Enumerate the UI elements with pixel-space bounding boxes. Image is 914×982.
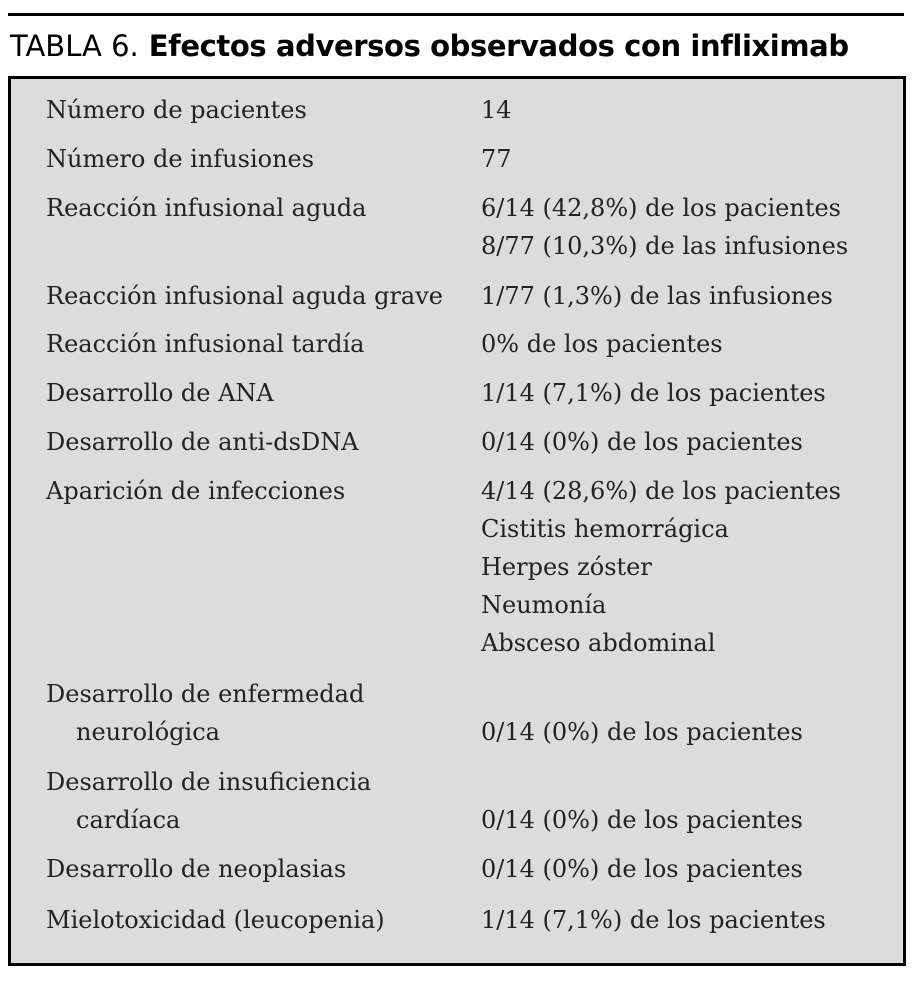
table-row [46, 140, 903, 178]
row-value: 0/14 (0%) de los pacientes [481, 806, 803, 834]
table-row [46, 374, 903, 412]
row-parameter: Desarrollo de anti-dsDNA [46, 428, 359, 456]
row-parameter: cardíaca [76, 806, 181, 834]
table-title [10, 24, 849, 68]
row-parameter: Reacción infusional tardía [46, 330, 365, 358]
table-rows [46, 91, 903, 939]
row-parameter: neurológica [76, 718, 220, 746]
table-row [46, 901, 903, 939]
row-value: 1/14 (7,1%) de los pacientes [481, 906, 826, 934]
row-value: Cistitis hemorrágica [481, 515, 729, 543]
row-parameter: Desarrollo de insuficiencia [46, 768, 372, 796]
row-parameter: Reacción infusional aguda [46, 194, 367, 222]
table-row [46, 472, 903, 662]
row-parameter: Mielotoxicidad (leucopenia) [46, 906, 385, 934]
row-parameter: Aparición de infecciones [46, 477, 346, 505]
table-caption: Efectos adversos observados con infliximab [148, 29, 849, 63]
row-value: 0/14 (0%) de los pacientes [481, 855, 803, 883]
table-row [46, 763, 903, 839]
row-value: 4/14 (28,6%) de los pacientes [481, 477, 841, 505]
row-parameter: Reacción infusional aguda grave [46, 282, 443, 310]
table-row [46, 675, 903, 751]
row-value: 8/77 (10,3%) de las infusiones [481, 232, 849, 260]
row-parameter: Desarrollo de enfermedad [46, 680, 365, 708]
row-value: 0% de los pacientes [481, 330, 723, 358]
row-value: 1/77 (1,3%) de las infusiones [481, 282, 833, 310]
row-value [481, 763, 903, 801]
table-row [46, 850, 903, 888]
table-row [46, 189, 903, 265]
row-value: 77 [481, 145, 512, 173]
row-value: 6/14 (42,8%) de los pacientes [481, 194, 841, 222]
table-row [46, 325, 903, 363]
row-value: Neumonía [481, 591, 607, 619]
row-value [481, 675, 903, 713]
table-row [46, 423, 903, 461]
row-value: Absceso abdominal [481, 629, 716, 657]
table-row [46, 91, 903, 129]
row-parameter: Desarrollo de neoplasias [46, 855, 347, 883]
row-value: 0/14 (0%) de los pacientes [481, 718, 803, 746]
table-label: TABLA 6. [10, 29, 139, 63]
top-rule [8, 13, 904, 16]
row-parameter: Número de infusiones [46, 145, 315, 173]
row-value: 1/14 (7,1%) de los pacientes [481, 379, 826, 407]
row-parameter: Desarrollo de ANA [46, 379, 274, 407]
table-panel [8, 76, 906, 966]
row-value: 0/14 (0%) de los pacientes [481, 428, 803, 456]
row-value: Herpes zóster [481, 553, 652, 581]
row-value: 14 [481, 96, 512, 124]
table-row [46, 277, 903, 315]
row-parameter: Número de pacientes [46, 96, 307, 124]
